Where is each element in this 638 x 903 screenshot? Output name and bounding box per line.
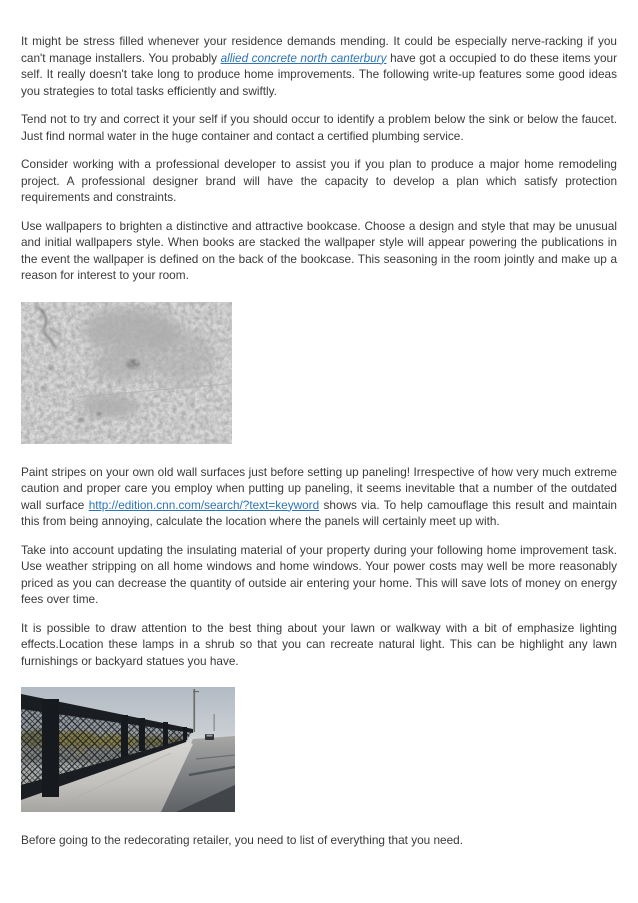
text-run: Tend not to try and correct it your self if you should occur to identify a problem below the sink or below the faucet. Just find normal water in the huge container and contact a certified plumbing service. [21, 112, 617, 143]
cnn-search-link[interactable]: http://edition.cnn.com/search/?text=keyword [88, 497, 320, 512]
paragraph-7 [21, 620, 617, 670]
bridge-walkway-photo [21, 687, 617, 812]
text-run: have got a occupied to do these items your self. It really doesn't take long to produce home improvements. The following write-up features some good ideas you strategies to total tasks efficiently and swiftly. [21, 50, 618, 98]
allied-concrete-link[interactable]: allied concrete north canterbury [220, 50, 387, 65]
paragraph-1 [21, 33, 617, 99]
paragraph-6 [21, 542, 617, 608]
concrete-texture-photo [21, 302, 617, 444]
paragraph-8 [21, 832, 617, 849]
article-body [21, 33, 617, 849]
bridge-photo-graphic [21, 687, 235, 812]
paragraph-4 [21, 218, 617, 284]
text-run: Before going to the redecorating retailer, you need to list of everything that you need. [21, 833, 464, 847]
paragraph-3 [21, 156, 617, 206]
text-run: Take into account updating the insulating material of your property during your following home improvement task. Use weather stripping on all home windows and home windows. Your power costs may well be more reasonably priced as you can decrease the quantity of outside air entering your home. This will save lots of money on energy fees over time. [21, 542, 617, 606]
text-run: It might be stress filled whenever your residence demands mending. It could be especially nerve-racking if you can't manage installers. You probably [21, 34, 617, 65]
text-run: Paint stripes on your own old wall surfaces just before setting up paneling! Irrespective of how very much extreme caution and proper care you employ when putting up paneling, it seems inevitable that a number of the outdated wall surface [21, 464, 617, 512]
paragraph-5 [21, 464, 617, 530]
text-run: It is possible to draw attention to the best thing about your lawn or walkway with a bit of emphasize lighting effects.Location these lamps in a shrub so that you can recreate natural light. This can be highlight any lawn furnishings or backyard statues you have. [21, 620, 617, 668]
concrete-photo-graphic [21, 302, 232, 444]
text-run: Use wallpapers to brighten a distinctive and attractive bookcase. Choose a design and style that may be unusual and initial wallpapers style. When books are stacked the wallpaper style will appear powering the publications in the event the wallpaper is defined on the back of the bookcase. This seasoning in the room jointly and make up a reason for interest to your room. [21, 218, 617, 282]
text-run: shows via. To help camouflage this result and maintain this from being annoying, calculate the location where the panels will certainly meet up with. [21, 497, 617, 528]
text-run: Consider working with a professional developer to assist you if you plan to produce a major home remodeling project. A professional designer brand will have the capacity to develop a plan which satisfy protection requirements and constraints. [21, 157, 617, 204]
paragraph-2 [21, 111, 617, 144]
